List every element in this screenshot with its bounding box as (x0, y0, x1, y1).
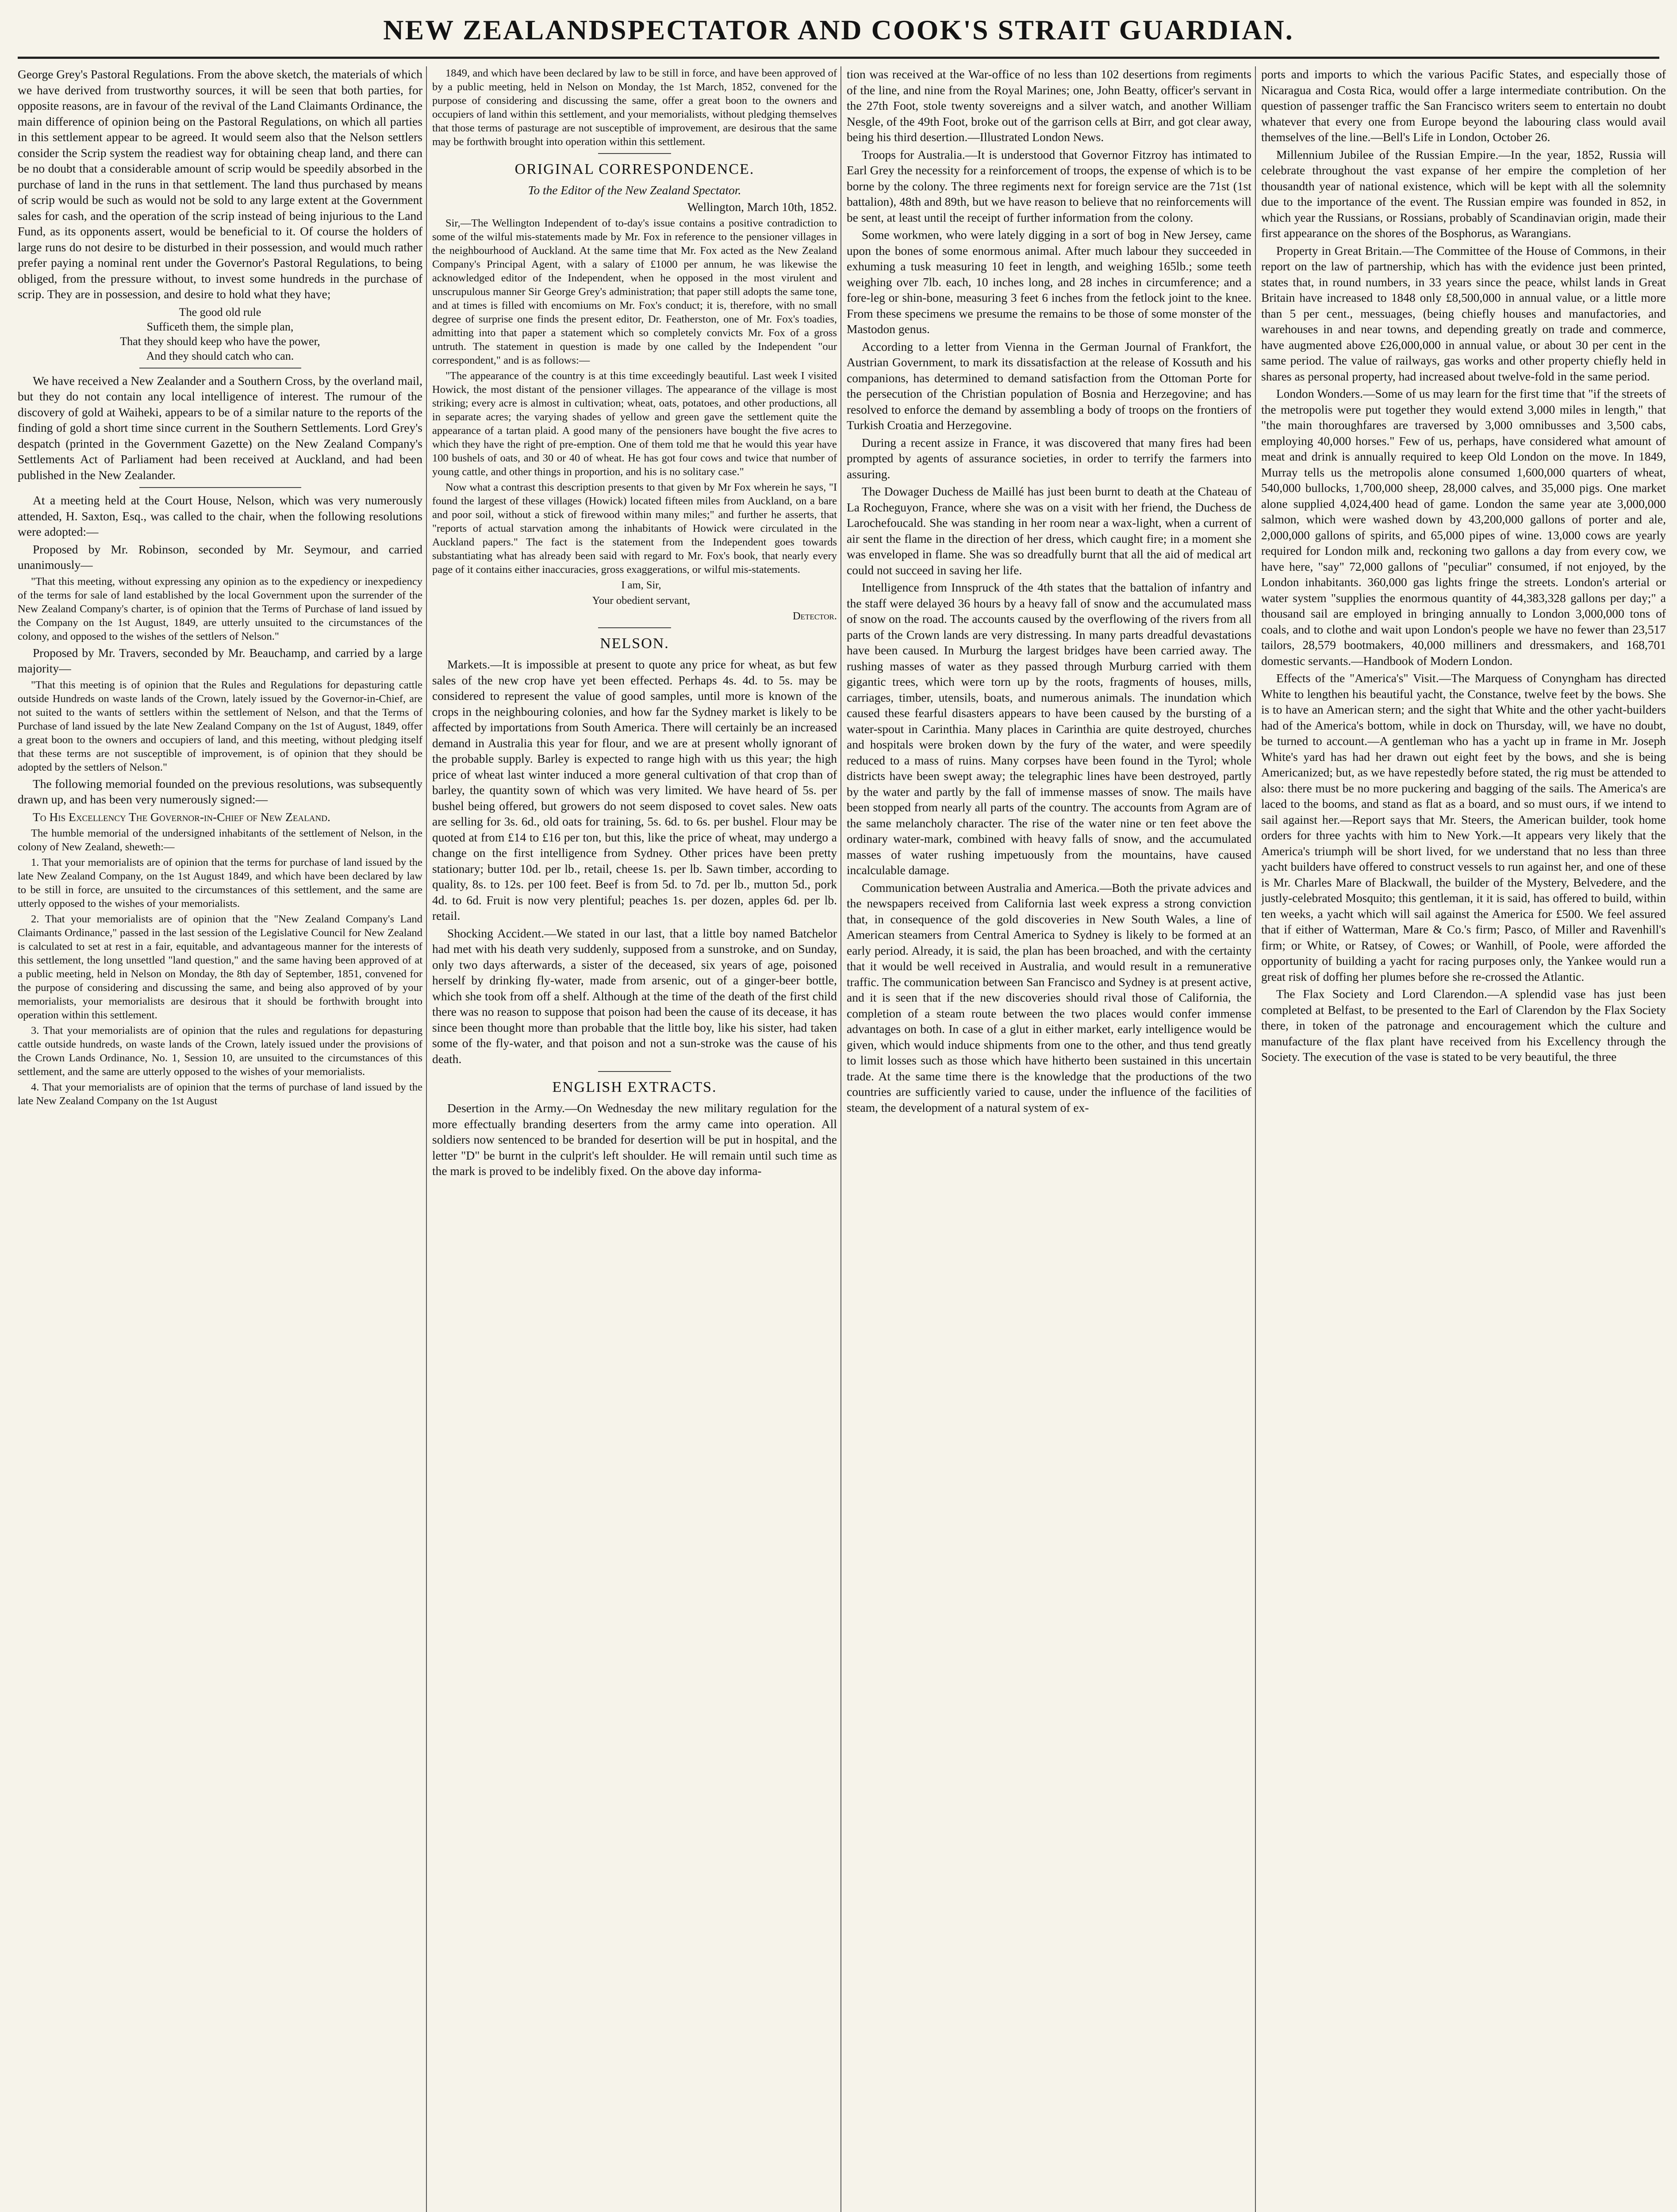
quote-paragraph: 2. That your memorialists are of opinion that the "New Zealand Company's Land Claimants Ordinance," passed in the last session of the Legislative Council for New Zealand is calculated to set at rest in a fair, equitable, and advantageous manner for the interests of this settlement, the long unsettled "land question," and the same having been approved of at a public meeting, held in Nelson on Monday, the 8th day of September, 1851, convened for the purpose of considering and discussing the same, and being also approved of by your memorialists, your memorialists are desirous that it should be forthwith brought into operation within this settlement. (18, 913, 422, 1021)
quote-paragraph: 1. That your memorialists are of opinion that the terms for purchase of land issued by the late New Zealand Company, on the 1st August 1849, and which have been declared by law to be still in force, are unsuited to the circumstances of this settlement, and the same are utterly opposed to the wishes of your memorialists. (18, 856, 422, 910)
verse-line: And they should catch who can. (146, 349, 294, 362)
resolution-quote (18, 678, 422, 774)
letter-addressee: To the Editor of the New Zealand Spectator. (528, 183, 741, 197)
article-paragraph: Intelligence from Innspruck of the 4th states that the battalion of infantry and the staff were delayed 36 hours by a heavy fall of snow and the accumulated mass of snow on the road. The accounts caused by the overflowing of the rivers from all parts of the Crown lands are very distressing. In many parts dreadful devastations have been caused. In Murburg the largest bridges have been carried away. The rushing masses of water as they passed through Murburg carried with them gigantic trees, which were torn up by the roots, fragments of houses, mills, carriages, timber, utensils, boats, and numerous animals. The inundation which caused these fearful disasters appears to have been caused by the bursting of a water-spout in Carinthia. Many places in Carinthia are quite destroyed, churches and hospitals were broken down by the fury of the water, and were speedily reduced to a mass of ruins. Many corpses have been found in the Tyrol; whole districts have been swept away; the telegraphic lines have been destroyed, partly by the water and partly by the fall of immense masses of snow. The mails have been stopped from nearly all parts of the country. The accounts from Agram are of the same melancholy character. The rise of the water nine or ten feet above the ordinary water-mark, combined with heavy falls of snow, and the accumulated masses of water rushing impetuously from the mountains, have caused incalculable damage. (847, 580, 1251, 877)
quote-paragraph: "That this meeting is of opinion that the Rules and Regulations for depasturing cattle outside Hundreds on waste lands of the Crown, lately issued by the Governor-in-Chief, are not suited to the wants of settlers within the settlement of Nelson, and that the Terms of Purchase of land issued by the late New Zealand Company on the 1st of August, 1849, offer a great boon to the owners and occupiers of land, and this meeting, without pledging itself that these terms are not susceptible of improvement, is of opinion that they should be adopted by the settlers of Nelson." (18, 679, 422, 773)
article-paragraph: Communication between Australia and America.—Both the private advices and the newspapers received from California last week express a strong conviction that, in consequence of the gold discoveries in New South Wales, a line of American steamers from Central America to Sydney is likely to be formed at an early period. Already, it is said, the plan has been broached, and with the certainty that it would be well received in Australia, and would result in a remunerative traffic. The communication between San Francisco and Sydney is at present active, and it is seen that if the new discoveries should rival those of California, the completion of a steam route between the two places would confer immense advantages on both. In case of a glut in either market, early intelligence would be given, which would induce shipments from one to the other, and thus tend greatly to limit losses such as those which have hitherto been sustained in this uncertain trade. At the same time there is the knowledge that the productions of the two countries are sufficiently varied to cause, under the influence of the facilities of steam, the development of a natural system of ex- (847, 880, 1251, 1114)
masthead-title: NEW ZEALANDSPECTATOR AND COOK'S STRAIT GUARDIAN. (383, 14, 1294, 46)
section-divider (598, 627, 671, 628)
column-1 (18, 66, 422, 2212)
quote-paragraph: "The appearance of the country is at this time exceedingly beautiful. Last week I visited Howick, the most distant of the pensioner villages. The appearance of the village is most striking; every acre is almost in cultivation; wheat, oats, potatoes, and other productions, all in separate acres; the varying shades of yellow and green gave the settlement quite the appearance of a tartan plaid. A good many of the pensioners have bought the five acres to which they have the right of pre-emption. One of them told me that he would this year have 100 bushels of oats, and 30 or 40 of wheat. He has got four cows and twice that number of young cattle, and other things in proportion, and his is no solitary case." (432, 370, 837, 478)
masthead-rule (18, 57, 1659, 59)
article-paragraph: ports and imports to which the various Pacific States, and especially those of Nicaragua and Costa Rica, would offer a large intermediate contribution. On the question of passenger traffic the San Francisco writers seem to entertain no doubt whatever that every one from Europe beyond the labouring class would avail themselves of the line.—Bell's Life in London, October 26. (1261, 67, 1666, 144)
letter-body (432, 216, 837, 623)
section-heading: ENGLISH EXTRACTS. (552, 1079, 717, 1095)
article-paragraph: Property in Great Britain.—The Committee of the House of Commons, in their report on the law of partnership, which has with the evidence just been printed, states that, in round numbers, in 33 years since the peace, whilst lands in Great Britain have increased to 1848 only £8,500,000 in annual value, or a little more than 5 per cent., messuages, (being chiefly houses and manufactories, and warehouses in and near towns, and depending greatly on trade and commerce, have augmented above £26,000,000 in annual value, or about 30 per cent in the same period. The value of railways, gas works and other property chiefly held in shares as personal property, had increased about twelve-fold in the same period. (1261, 243, 1666, 383)
article-paragraph: George Grey's Pastoral Regulations. From the above sketch, the materials of which we have derived from trustworthy sources, it will be seen that both parties, for opposite reasons, are in favour of the revival of the Land Claimants Ordinance, the main difference of opinion being on the Pastoral Regulations, on which all parties in this settlement appear to be agreed. It would seem also that the Nelson settlers consider the Scrip system the readiest way for obtaining cheap land, and there can be no doubt that a considerable amount of scrip would be speedily absorbed in the purchase of land in the runs in that settlement. The land thus purchased by means of scrip would be such as would not be sold to any large extent at the Government sales for cash, and the operation of the scrip instead of being injurious to the Land Fund, as its opponents assert, would be beneficial to it. Of course the holders of large runs do not desire to be disturbed in their possession, and would much rather prefer paying a nominal rent under the Governor's Pastoral Regulations, to being obliged, from the pressure without, to invest some hundreds in the purchase of scrip. They are in possession, and desire to hold what they have; (18, 67, 422, 301)
letter-signoff: I am, Sir, (621, 579, 661, 591)
letter-signoff: Your obedient servant, (592, 595, 691, 607)
verse-quote (18, 305, 422, 363)
quote-paragraph: 3. That your memorialists are of opinion that the rules and regulations for depasturing cattle outside hundreds, on waste lands of the Crown, lately issued under the provisions of the Crown Lands Ordinance, No. 1, Session 10, are unsuited to the circumstances of this settlement, and the same are utterly opposed to the wishes of your memorialists. (18, 1025, 422, 1078)
article-paragraph: Some workmen, who were lately digging in a sort of bog in New Jersey, came upon the bones of some enormous animal. After much labour they succeeded in exhuming a tusk measuring 10 feet in length, and weighing 165lb.; some teeth weighing over 7lb. each, 10 inches long, and 28 inches in circumference; and a fore-leg or shin-bone, measuring 3 feet 6 inches from the fetlock joint to the knee. From these specimens we presume the remains to be those of some monster of the Mastodon genus. (847, 228, 1251, 336)
column-divider (1255, 66, 1256, 2212)
memorial-text (18, 826, 422, 1108)
article-paragraph: Proposed by Mr. Robinson, seconded by Mr. Seymour, and carried unanimously— (18, 542, 422, 572)
column-divider (840, 66, 841, 2212)
section-divider (598, 1071, 671, 1072)
column-4 (1261, 66, 1666, 2212)
section-heading: NELSON. (600, 635, 669, 652)
article-paragraph: Markets.—It is impossible at present to quote any price for wheat, as but few sales of the new crop have yet been effected. Perhaps 4s. 4d. to 5s. may be considered to represent the value of good samples, until more is known of the crops in the neighbouring colonies, and how far the Sydney market is likely to be affected by importations from South America. There will certainly be an increased demand in Australia this year for flour, and we are at present wholly ignorant of the probable supply. Barley is expected to range high with us this year; the high price of wheat last winter induced a more general cultivation of that crop than of barley, the quantity sown of which was very limited. We have heard of 5s. per bushel being offered, but growers do not seem disposed to covet sales. New oats are selling for 3s. 6d., old oats for training, 5s. 6d. to 6s. per bushel. Flour may be quoted at from £14 to £16 per ton, but this, like the price of wheat, may undergo a change on the first intelligence from Sydney. Other prices have been pretty stationary; butter 10d. per lb., retail, cheese 1s. per lb. Sawn timber, according to quality, 8s. to 12s. per 100 feet. Beef is from 5d. to 7d. per lb., mutton 5d., pork 4d. to 6d. Fruit is now very plentiful; peaches 1s. per dozen, apples 6d. per lb. retail. (432, 657, 837, 922)
verse-line: That they should keep who have the power, (120, 334, 320, 348)
article-paragraph: Shocking Accident.—We stated in our last, that a little boy named Batchelor had met with his death very suddenly, supposed from a sunstroke, and on Sunday, only two days afterwards, a sister of the deceased, six years of age, poisoned herself by drinking fly-water, made from arsenic, out of a ginger-beer bottle, which she took from off a shelf. Although at the time of the death of the first child there was no reason to suppose that poison had been the cause of its decease, it has since been thought more than probable that the little boy, like his sister, had taken some of the fly-water, and that poison and not a sun-stroke was the cause of his death. (432, 926, 837, 1066)
article-paragraph: Millennium Jubilee of the Russian Empire.—In the year, 1852, Russia will celebrate throughout the vast expanse of her empire the completion of her thousandth year of national existence, which will be kept with all the solemnity due to the importance of the event. The Russian empire was founded in 852, in which year the Russians, or Rossians, probably of Scandinavian origin, made their first appearance on the shores of the Bosphorus, as Warangians. (1261, 147, 1666, 240)
article-paragraph: At a meeting held at the Court House, Nelson, which was very numerously attended, H. Saxton, Esq., was called to the chair, when the following resolutions were adopted:— (18, 493, 422, 538)
quote-paragraph: Sir,—The Wellington Independent of to-day's issue contains a positive contradiction to some of the wilful mis-statements made by Mr. Fox in reference to the pensioner villages in the neighbourhood of Auckland. At the same time that Mr. Fox acted as the New Zealand Company's Principal Agent, with a salary of £1000 per annum, he was likewise the acknowledged editor of the Independent, when he opposed in the most virulent and unscrupulous manner Sir George Grey's administration; that paper still adopts the same tone, and at times is filled with encomiums on Mr. Fox's conduct; it is, therefore, with no small degree of surprise one finds the present editor, Dr. Featherston, one of Mr. Fox's toadies, admitting into that paper a statement which so completely convicts Mr. Fox of a gross untruth. The statement in question is made by one called by the Independent "our correspondent," and is as follows:— (432, 217, 837, 366)
section-heading: ORIGINAL CORRESPONDENCE. (514, 161, 755, 177)
verse-line: The good old rule (179, 305, 261, 319)
memorial-text (432, 66, 837, 149)
article-paragraph: London Wonders.—Some of us may learn for the first time that "if the streets of the metropolis were put together they would extend 3,000 miles in length," that "the main thoroughfares are traversed by 3,000 omnibusses and 3,500 cabs, employing 40,000 horses." Few of us, perhaps, have considered what amount of meat and drink is annually required to keep Old London on the move. In 1849, Murray tells us the metropolis alone consumed 1,600,000 quarters of wheat, 540,000 bullocks, 1,700,000 sheep, 28,000 calves, and 35,000 pigs. One market alone supplied 4,024,400 head of game. London the same year ate 3,000,000 salmon, which were washed down by 43,200,000 gallons of porter and ale, 2,000,000 gallons of spirits, and 65,000 pipes of wine. 13,000 cows are yearly required for London milk and, reckoning two gallons a day from every cow, we have here, "say" 72,000 gallons of "peculiar" consumed, if not enjoyed, by the London inhabitants. 360,000 gas lights fringe the streets. London's arterial or water system "supplies the enormous quantity of 44,383,328 gallons per day;" a thousand sail are employed in bringing annually to London 3,000,000 tons of coals, and to clothe and wait upon London's people we have no fewer than 23,517 tailors, 28,579 bootmakers, 40,000 milliners and dressmakers, and 168,701 domestic servants.—Handbook of Modern London. (1261, 387, 1666, 668)
quote-paragraph: 4. That your memorialists are of opinion that the terms of purchase of land issued by the late New Zealand Company on the 1st August (18, 1081, 422, 1107)
article-paragraph: The Dowager Duchess de Maillé has just been burnt to death at the Chateau of La Rocheguyon, France, where she was on a visit with her friend, the Duchess de Larochefoucald. She was standing in her room near a wax-light, when a current of air sent the flame in the direction of her dress, which caught fire; in a moment she was enveloped in flame. She was so dreadfully burnt that all the aid of medical art could not succeed in saving her life. (847, 484, 1251, 577)
article-paragraph: We have received a New Zealander and a Southern Cross, by the overland mail, but they do not contain any local intelligence of interest. The rumour of the discovery of gold at Waiheki, appears to be of a similar nature to the reports of the finding of gold a short time since current in the Southern Settlements. Lord Grey's despatch (printed in the Government Gazette) on the New Zealand Company's Settlements Act of Parliament had been received at Auckland, and had been published in the New Zealander. (18, 373, 422, 482)
article-paragraph: Troops for Australia.—It is understood that Governor Fitzroy has intimated to Earl Grey the necessity for a reinforcement of troops, the expense of which is to be borne by the colony. The three regiments next for foreign service are the 71st (1st battalion), 48th and 89th, but we have reason to believe that no reinforcements will be sent, at least until the receipt of further information from the colony. (847, 147, 1251, 224)
quote-paragraph: 1849, and which have been declared by law to be still in force, and have been approved of by a public meeting, held in Nelson on Monday, the 1st March, 1852, convened for the purpose of considering and discussing the same, offer a great boon to the owners and occupiers of land within this settlement, and your memorialists, without pledging themselves that those terms of pasturage are not susceptible of improvement, are desirous that the same may be forthwith brought into operation within this settlement. (432, 67, 837, 148)
section-divider (598, 153, 671, 154)
quote-paragraph: Now what a contrast this description presents to that given by Mr Fox wherein he says, "I found the largest of these villages (Howick) located fifteen miles from Auckland, on a bare and poor soil, without a stick of firewood within many miles;" and further he asserts, that "reports of actual starvation among the inhabitants of Howick were circulated in the Auckland papers." The fact is the statement from the Independent goes towards substantiating what has already been said with regard to Mr. Fox's book, that nearly every page of it contains either inaccuracies, gross exaggerations, or wilful mis-statements. (432, 481, 837, 576)
article-paragraph: During a recent assize in France, it was discovered that many fires had been prompted by agents of assurance societies, in order to terrify the farmers into assuring. (847, 435, 1251, 481)
article-paragraph: Effects of the "America's" Visit.—The Marquess of Conyngham has directed White to lengthen his beautiful yacht, the Constance, twelve feet by the bows. She is to have an American stern; and the sight that White and the other yacht-builders had of the America's bottom, while in dock on Thursday, will, we have no doubt, be turned to account.—A gentleman who has a yacht up in frame in Mr. Joseph White's yard has had her drawn out eight feet by the bows, and she is being Americanized; but, as we have repestedly before stated, the rig must be attended to also: there must be no more puckering and bagging of the sails. The America's are laced to the booms, and stand as flat as a board, and so must ours, if we intend to sail against her.—Report says that Mr. Steers, the American builder, took home orders for three yachts with him to New York.—It appears very likely that the America's triumph will be short lived, for we understand that no less than three yacht builders have offered to construct vessels to run against her, and one of these is Mr. Charles Mare of Blackwall, the builder of the Mystery, Belvedere, and the justly-celebrated Mosquito; this gentleman, it it is said, has offered to build, within ten weeks, a yacht which will sail against the America for £500. We feel assured that if either of Watterman, Mare & Co.'s firm; Pasco, of Miller and Ravenhill's firm; or White, or Ratsey, of Cowes; or Wanhill, of Poole, were afforded the opportunity of building a yacht for racing purposes only, the Yankee would run a great risk of doffing her plumes before she re-crossed the Atlantic. (1261, 671, 1666, 983)
column-divider (426, 66, 427, 2212)
article-paragraph: The following memorial founded on the previous resolutions, was subsequently drawn up, and has been very numerously signed:— (18, 776, 422, 806)
column-3 (847, 66, 1251, 2212)
verse-line: Sufficeth them, the simple plan, (146, 320, 294, 333)
section-divider (139, 368, 301, 369)
letter-dateline: Wellington, March 10th, 1852. (687, 200, 837, 214)
column-2 (432, 66, 837, 2212)
memorial-address: To His Excellency The Governor-in-Chief of New Zealand. (33, 810, 330, 824)
article-paragraph: Proposed by Mr. Travers, seconded by Mr. Beauchamp, and carried by a large majority— (18, 645, 422, 675)
letter-signature: Detector. (792, 610, 837, 622)
article-paragraph: tion was received at the War-office of no less than 102 desertions from regiments of the line, and nine from the Royal Marines; one, John Beatty, officer's servant in the 27th Foot, stole twenty sovereigns and a silver watch, and another William Nesgle, of the 49th Foot, broke out of the garrison cells at Birr, and got clear away, being his third desertion.—Illustrated London News. (847, 67, 1251, 144)
article-paragraph: According to a letter from Vienna in the German Journal of Frankfort, the Austrian Government, to mark its dissatisfaction at the release of Kossuth and his companions, has determined to demand satisfaction from the Ottoman Porte for the persecution of the Christian population of Bosnia and Herzegovine; and has resolved to enforce the demand by assembling a body of troops on the frontiers of Turkish Croatia and Herzegovine. (847, 339, 1251, 432)
resolution-quote (18, 575, 422, 643)
article-paragraph: The Flax Society and Lord Clarendon.—A splendid vase has just been completed at Belfast, to be presented to the Earl of Clarendon by the Flax Society there, in token of the patronage and encouragement which the culture and manufacture of the flax plant have received from his Excellency through the Society. The execution of the vase is stated to be very beautiful, the three (1261, 987, 1666, 1064)
quote-paragraph: "That this meeting, without expressing any opinion as to the expediency or inexpediency of the terms for sale of land established by the local Government upon the surrender of the New Zealand Company's charter, is of opinion that the Terms of Purchase of land issued by the Company on the 1st August, 1849, are utterly unsuited to the circumstances of the colony, and opposed to the wishes of the settlers of Nelson." (18, 575, 422, 642)
article-paragraph: Desertion in the Army.—On Wednesday the new military regulation for the more effectually branding deserters from the army came into operation. All soldiers now sentenced to be branded for desertion will be put in hospital, and the letter "D" be burnt in the culprit's left shoulder. He will remain until such time as the mark is proved to be indelibly fixed. On the above day informa- (432, 1101, 837, 1178)
quote-paragraph: The humble memorial of the undersigned inhabitants of the settlement of Nelson, in the colony of New Zealand, sheweth:— (18, 827, 422, 853)
section-divider (139, 487, 301, 488)
